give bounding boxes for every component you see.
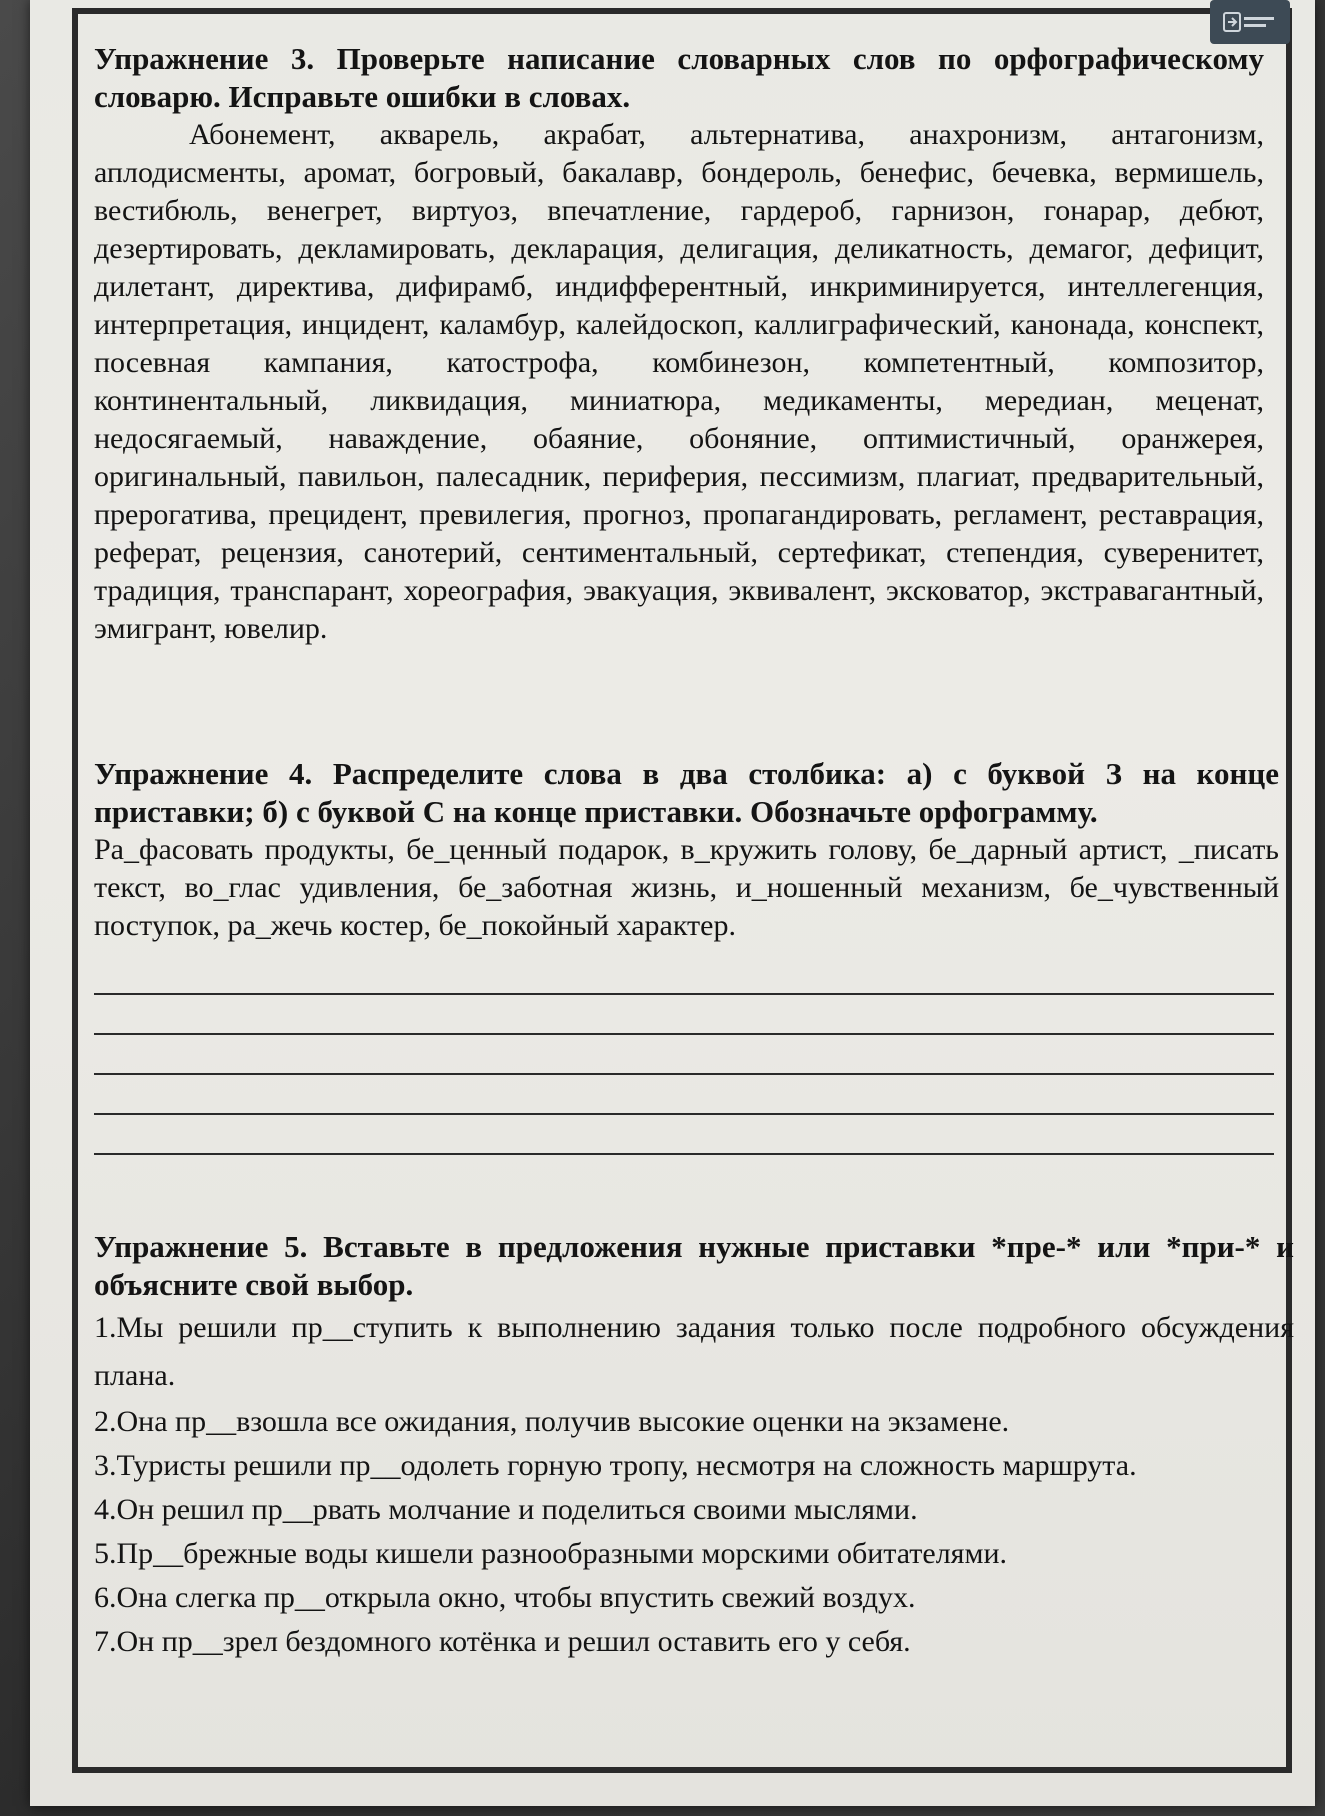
answer-line[interactable] — [94, 1075, 1274, 1115]
exercise-5 — [94, 1228, 1294, 1664]
exercise-3-words: Абонемент, акварель, акрабат, альтернатива, анахронизм, антагонизм, аплодисменты, аромат, богровый, бакалавр, бондероль, бенефис, бечевка, вермишель, вестибюль, венегрет, виртуоз, впечатление, гардероб, гарнизон, гонарар, дебют, дезертировать, декламировать, декларация, делигация, деликатность, демагог, дефицит, дилетант, директива, дифирамб, индифферентный, инкриминируется, интеллегенция, интерпретация, инцидент, каламбур, калейдоскоп, каллиграфический, канонада, конспект, посевная кампания, катострофа, комбинезон, компетентный, композитор, континентальный, ликвидация, миниатюра, медикаменты, мередиан, меценат, недосягаемый, наваждение, обаяние, обоняние, оптимистичный, оранжерея, оригинальный, павильон, палесадник, периферия, пессимизм, плагиат, предварительный, прерогатива, прецидент, превилегия, прогноз, пропагандировать, регламент, реставрация, реферат, рецензия, санотерий, сентиментальный, сертефикат, степендия, суверенитет, традиция, транспарант, хореография, эвакуация, эквивалент, эксковатор, экстравагантный, эмигрант, ювелир. — [94, 118, 1264, 645]
exercise-5-title: Упражнение 5. Вставьте в предложения нужные приставки *пре-* или *при-* и объясните свой выбор. — [94, 1229, 1294, 1302]
sentence: 2.Она пр__взошла все ожидания, получив высокие оценки на экзамене. — [94, 1405, 1010, 1438]
sentence: 1.Мы решили пр__ступить к выполнению задания только после подробного обсуждения плана. — [94, 1311, 1294, 1392]
answer-line[interactable] — [94, 955, 1274, 995]
answer-line[interactable] — [94, 1115, 1274, 1155]
answer-line[interactable] — [94, 995, 1274, 1035]
worksheet-page — [30, 0, 1315, 1806]
answer-lines — [94, 955, 1279, 1155]
sentence: 6.Она слегка пр__открыла окно, чтобы впустить свежий воздух. — [94, 1581, 916, 1614]
sentence: 5.Пр__брежные воды кишели разнообразными морскими обитателями. — [94, 1537, 1008, 1570]
exercise-3 — [94, 40, 1264, 648]
sentence: 7.Он пр__зрел бездомного котёнка и решил оставить его у себя. — [94, 1625, 911, 1658]
exercise-3-title: Упражнение 3. Проверьте написание словарных слов по орфографическому словарю. Исправьте ошибки в словах. — [94, 41, 1264, 114]
exercise-4-text: Ра_фасовать продукты, бе_ценный подарок, в_кружить голову, бе_дарный артист, _писать текст, во_глас удивления, бе_заботная жизнь, и_ношенный механизм, бе_чувственный поступок, ра_жечь костер, бе_покойный характер. — [94, 833, 1279, 942]
logo-icon — [1210, 0, 1290, 44]
exercise-4 — [94, 755, 1279, 1155]
sentence: 3.Туристы решили пр__одолеть горную тропу, несмотря на сложность маршрута. — [94, 1449, 1137, 1482]
exercise-4-title: Упражнение 4. Распределите слова в два столбика: а) с буквой З на конце приставки; б) с буквой С на конце приставки. Обозначьте орфограмму. — [94, 756, 1279, 829]
answer-line[interactable] — [94, 1035, 1274, 1075]
sentence: 4.Он решил пр__рвать молчание и поделиться своими мыслями. — [94, 1493, 918, 1526]
